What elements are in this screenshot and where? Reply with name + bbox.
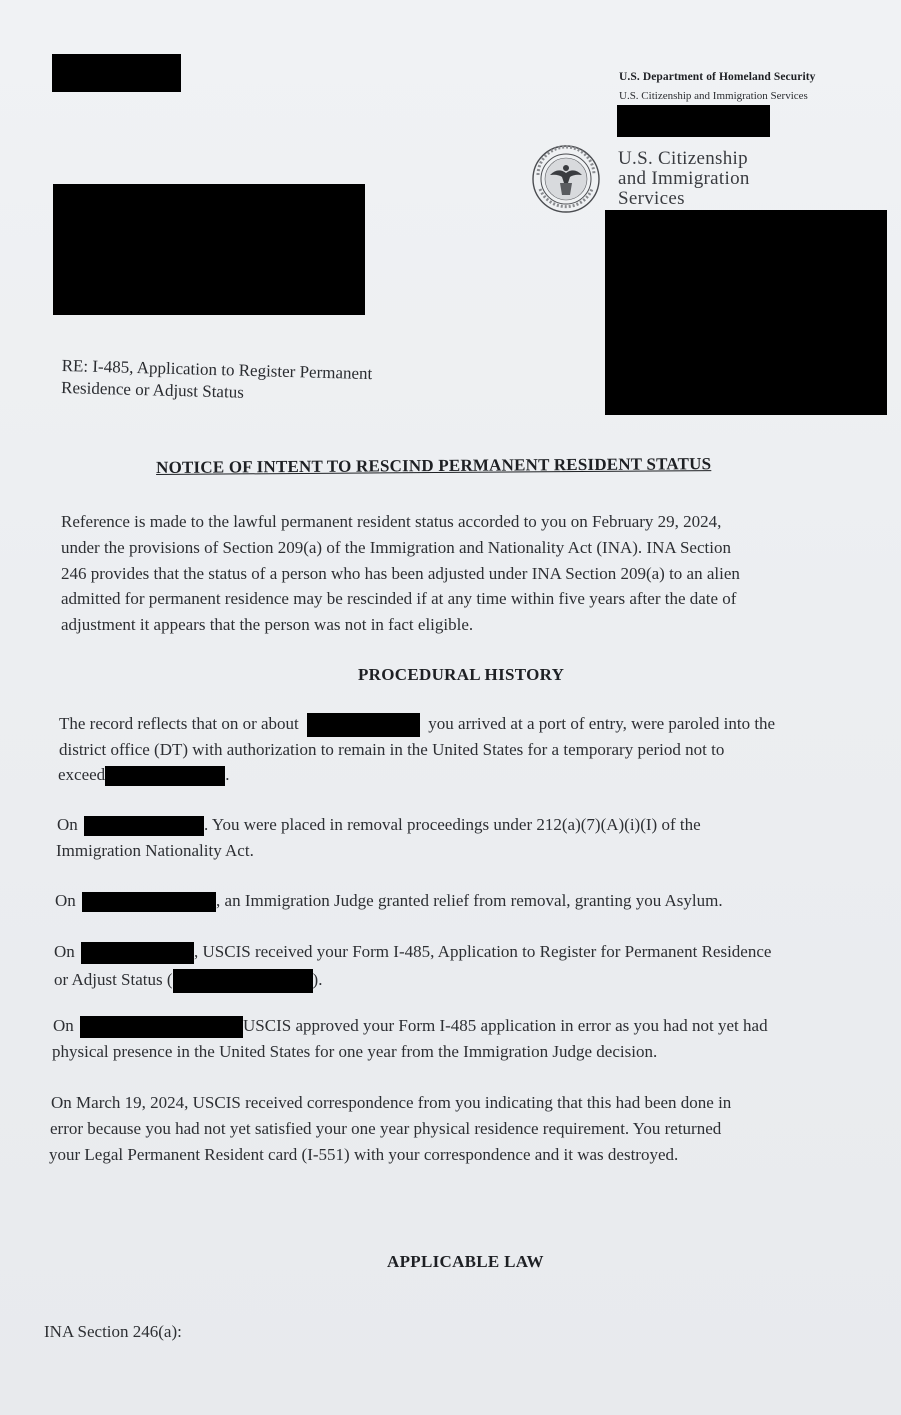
- re-subject: [61, 355, 373, 407]
- history-p1-text-b: you arrived at a port of entry, were paroled into the: [428, 713, 776, 733]
- history-p4-line2: [54, 969, 322, 993]
- re-subject-line2: Residence or Adjust Status: [60, 377, 245, 402]
- redaction-asylum-date: [82, 892, 216, 912]
- redaction-office-line: [617, 105, 770, 137]
- history-p3-line1: [55, 891, 723, 912]
- redaction-case-info: [605, 210, 887, 415]
- redaction-receipt-number: [173, 969, 313, 993]
- procedural-history-heading: PROCEDURAL HISTORY: [358, 665, 565, 684]
- dhs-seal-icon: [528, 145, 604, 213]
- redaction-recipient-address: [53, 184, 365, 315]
- uscis-brand-line3: Services: [618, 188, 685, 209]
- reference-line-5: adjustment it appears that the person was not in fact eligible.: [61, 615, 474, 634]
- history-p3-text-a: On: [55, 891, 76, 910]
- applicable-law-heading: APPLICABLE LAW: [387, 1252, 544, 1271]
- notice-title: NOTICE OF INTENT TO RESCIND PERMANENT RESIDENT STATUS: [156, 454, 712, 477]
- subagency-name: U.S. Citizenship and Immigration Services: [619, 90, 808, 102]
- redaction-arrival-date: [307, 713, 420, 737]
- history-p4-text-c: or Adjust Status (: [54, 969, 173, 989]
- reference-line-1: Reference is made to the lawful permanent resident status accorded to you on February 29, 2024,: [61, 512, 722, 531]
- history-p2-line1: [57, 815, 701, 836]
- history-p6-line2: error because you had not yet satisfied your one year physical residence requirement. You returned: [50, 1119, 722, 1138]
- reference-line-2: under the provisions of Section 209(a) of the Immigration and Nationality Act (INA). INA Section: [61, 538, 731, 557]
- history-p4-text-d: ).: [312, 969, 323, 989]
- reference-line-3: 246 provides that the status of a person who has been adjusted under INA Section 209(a) to an alien: [61, 564, 740, 583]
- history-p2-line2: Immigration Nationality Act.: [56, 841, 254, 860]
- redaction-parole-date: [105, 766, 225, 786]
- history-p6-line1: On March 19, 2024, USCIS received correspondence from you indicating that this had been done in: [51, 1093, 732, 1112]
- history-p3-text-b: , an Immigration Judge granted relief from removal, granting you Asylum.: [216, 891, 723, 910]
- uscis-brand-line1: U.S. Citizenship: [618, 148, 748, 169]
- history-p1-text-d: exceed: [58, 765, 106, 784]
- history-p5-text-b: USCIS approved your Form I-485 application in error as you had not yet had: [243, 1016, 768, 1035]
- history-p6-line3: your Legal Permanent Resident card (I-551) with your correspondence and it was destroyed.: [49, 1145, 679, 1164]
- ina-section-label: INA Section 246(a):: [44, 1322, 182, 1341]
- history-p2-text-a: On: [57, 815, 78, 834]
- history-p5-text-a: On: [53, 1016, 74, 1035]
- history-p5-line2: physical presence in the United States for one year from the Immigration Judge decision.: [52, 1042, 658, 1061]
- history-p2-text-b: . You were placed in removal proceedings under 212(a)(7)(A)(i)(I) of the: [204, 815, 701, 834]
- history-p1-text-a: The record reflects that on or about: [59, 713, 299, 733]
- history-p1-line1: [59, 713, 775, 737]
- redaction-receipt-date: [81, 942, 194, 964]
- history-p1-line3: [58, 765, 229, 786]
- reference-line-4: admitted for permanent residence may be rescinded if at any time within five years after the date of: [61, 589, 737, 608]
- history-p1-text-e: .: [225, 765, 230, 784]
- redaction-removal-date: [84, 816, 204, 836]
- redaction-sender-block: [52, 54, 181, 92]
- history-p5-line1: [53, 1016, 768, 1038]
- uscis-brand-line2: and Immigration: [618, 168, 750, 189]
- history-p4-text-b: , USCIS received your Form I-485, Application to Register for Permanent Residence: [194, 942, 772, 961]
- history-p4-line1: [54, 942, 771, 964]
- re-subject-line1: RE: I-485, Application to Register Permanent: [61, 355, 373, 384]
- history-p1-line2: district office (DT) with authorization to remain in the United States for a temporary period not to: [59, 740, 725, 759]
- redaction-approval-date: [80, 1016, 243, 1038]
- history-p4-text-a: On: [54, 942, 75, 961]
- department-name: U.S. Department of Homeland Security: [619, 71, 816, 83]
